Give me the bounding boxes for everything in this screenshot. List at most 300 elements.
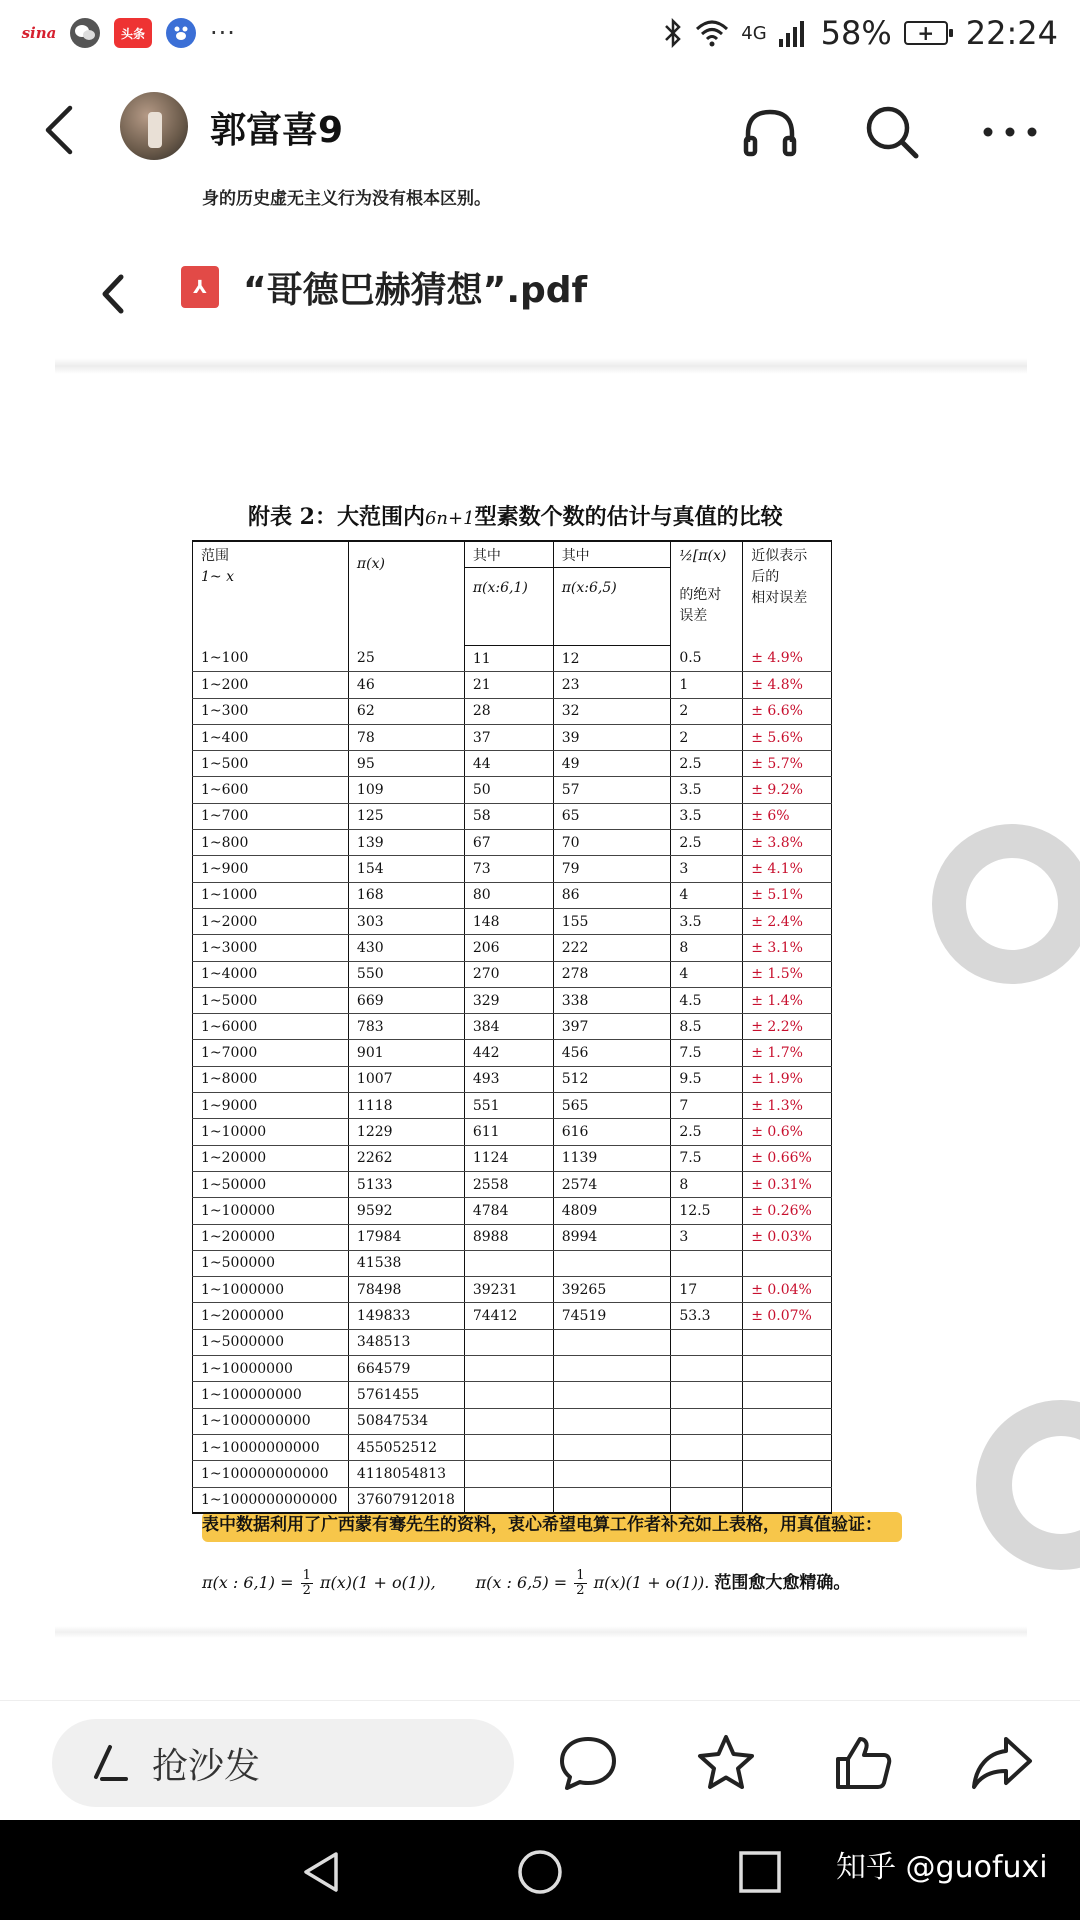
avatar[interactable]	[120, 92, 188, 160]
cell-rel-error: ± 4.1%	[743, 856, 832, 882]
cell-pi-6-5: 12	[553, 646, 671, 672]
cell-pi: 17984	[348, 1224, 464, 1250]
formula-2	[476, 1568, 851, 1598]
cell-pi: 1229	[348, 1119, 464, 1145]
cell-pi-6-5: 1139	[553, 1145, 671, 1171]
cell-pi-6-1: 39231	[464, 1277, 553, 1303]
cell-rel-error: ± 5.1%	[743, 882, 832, 908]
cell-rel-error	[743, 1329, 832, 1355]
formula-1-lhs: π(x : 6,1) =	[202, 1572, 294, 1592]
nav-home-icon[interactable]	[516, 1848, 564, 1896]
table-row	[193, 1250, 832, 1276]
cell-abs-error: 8	[671, 1171, 743, 1197]
cell-pi: 455052512	[348, 1434, 464, 1460]
cell-rel-error: ± 1.4%	[743, 987, 832, 1013]
table-title	[248, 500, 783, 531]
system-nav-bar	[0, 1820, 1080, 1920]
cell-rel-error: ± 4.9%	[743, 646, 832, 672]
table-row	[193, 908, 832, 934]
header-p5: π(x:6,5)	[553, 568, 671, 646]
cell-abs-error: 8.5	[671, 1014, 743, 1040]
cell-rel-error: ± 6.6%	[743, 698, 832, 724]
header-pi: π(x)	[348, 541, 464, 646]
cell-pi: 25	[348, 646, 464, 672]
cell-pi: 109	[348, 777, 464, 803]
cell-rel-error: ± 0.26%	[743, 1198, 832, 1224]
header-range	[193, 541, 349, 646]
table-row	[193, 1066, 832, 1092]
cell-range: 1~600	[193, 777, 349, 803]
cell-abs-error: 3.5	[671, 803, 743, 829]
cell-pi: 1007	[348, 1066, 464, 1092]
cell-pi-6-1: 74412	[464, 1303, 553, 1329]
cell-pi-6-5: 74519	[553, 1303, 671, 1329]
cell-pi-6-5: 512	[553, 1066, 671, 1092]
cell-rel-error: ± 2.2%	[743, 1014, 832, 1040]
cell-pi: 5133	[348, 1171, 464, 1197]
cell-pi-6-5: 79	[553, 856, 671, 882]
article-header	[0, 80, 1080, 180]
cell-pi-6-1: 44	[464, 751, 553, 777]
header-rel-error	[743, 541, 832, 646]
cell-abs-error	[671, 1434, 743, 1460]
table-row	[193, 1408, 832, 1434]
prime-count-table	[192, 540, 832, 1514]
table-row	[193, 1224, 832, 1250]
divider	[55, 1626, 1027, 1638]
cell-abs-error: 1	[671, 672, 743, 698]
cell-abs-error: 7.5	[671, 1040, 743, 1066]
cell-pi: 154	[348, 856, 464, 882]
cell-range: 1~700	[193, 803, 349, 829]
nav-back-icon[interactable]	[298, 1848, 346, 1896]
cell-pi-6-5: 23	[553, 672, 671, 698]
table-row	[193, 803, 832, 829]
cell-rel-error	[743, 1250, 832, 1276]
cell-abs-error: 2	[671, 724, 743, 750]
cell-pi-6-1: 148	[464, 908, 553, 934]
cell-pi: 149833	[348, 1303, 464, 1329]
header-range-sub: 1~ x	[201, 569, 234, 585]
cell-range: 1~9000	[193, 1093, 349, 1119]
cell-abs-error: 2.5	[671, 830, 743, 856]
cell-pi: 41538	[348, 1250, 464, 1276]
watermark: 知乎 @guofuxi	[836, 1850, 1048, 1885]
cell-pi: 783	[348, 1014, 464, 1040]
cell-pi-6-5: 39265	[553, 1277, 671, 1303]
search-icon[interactable]	[862, 102, 922, 162]
cell-pi-6-5: 2574	[553, 1171, 671, 1197]
cell-rel-error: ± 1.3%	[743, 1093, 832, 1119]
cell-pi-6-1	[464, 1382, 553, 1408]
cell-pi-6-1: 4784	[464, 1198, 553, 1224]
favorite-icon[interactable]	[694, 1731, 758, 1795]
article-snippet: 身的历史虚无主义行为没有根本区别。	[202, 189, 491, 209]
cell-range: 1~5000	[193, 987, 349, 1013]
cell-range: 1~100000000	[193, 1382, 349, 1408]
table-row	[193, 672, 832, 698]
table-row	[193, 1382, 832, 1408]
cell-pi: 50847534	[348, 1408, 464, 1434]
baidu-icon	[166, 18, 196, 48]
cell-pi: 46	[348, 672, 464, 698]
cell-pi-6-1: 80	[464, 882, 553, 908]
cell-range: 1~100000	[193, 1198, 349, 1224]
cell-pi-6-5	[553, 1250, 671, 1276]
fraction-num: 1	[302, 1567, 311, 1583]
cell-range: 1~5000000	[193, 1329, 349, 1355]
pen-icon	[88, 1741, 132, 1785]
cell-pi: 5761455	[348, 1382, 464, 1408]
cell-range: 1~500	[193, 751, 349, 777]
cell-rel-error: ± 0.66%	[743, 1145, 832, 1171]
cell-rel-error: ± 3.1%	[743, 935, 832, 961]
cell-pi-6-5: 8994	[553, 1224, 671, 1250]
cell-abs-error: 2.5	[671, 1119, 743, 1145]
cell-abs-error: 2	[671, 698, 743, 724]
cell-pi-6-1: 384	[464, 1014, 553, 1040]
cell-range: 1~1000000000	[193, 1408, 349, 1434]
cell-pi-6-1: 37	[464, 724, 553, 750]
table-row	[193, 987, 832, 1013]
cell-abs-error: 53.3	[671, 1303, 743, 1329]
headphones-icon[interactable]	[740, 102, 800, 162]
cell-pi-6-5: 32	[553, 698, 671, 724]
cell-pi-6-1	[464, 1487, 553, 1513]
cell-pi: 168	[348, 882, 464, 908]
cell-pi: 78498	[348, 1277, 464, 1303]
cell-pi-6-1: 1124	[464, 1145, 553, 1171]
table-row	[193, 1434, 832, 1460]
cell-pi: 550	[348, 961, 464, 987]
cell-pi-6-1: 270	[464, 961, 553, 987]
table-row	[193, 751, 832, 777]
cell-pi-6-5: 456	[553, 1040, 671, 1066]
header-abs-error	[671, 541, 743, 646]
fraction	[574, 1569, 586, 1598]
fraction-num: 1	[576, 1568, 585, 1583]
table-title-math: 6n+1	[424, 508, 475, 529]
cell-pi-6-5: 155	[553, 908, 671, 934]
cell-pi: 669	[348, 987, 464, 1013]
table-row	[193, 882, 832, 908]
signal-icon	[779, 19, 809, 47]
cell-range: 1~8000	[193, 1066, 349, 1092]
share-icon[interactable]	[970, 1731, 1034, 1795]
pdf-title[interactable]: “哥德巴赫猜想”.pdf	[243, 270, 588, 311]
cell-rel-error	[743, 1356, 832, 1382]
cell-range: 1~100	[193, 646, 349, 672]
cell-pi-6-1: 8988	[464, 1224, 553, 1250]
table-title-suffix: 型素数个数的估计与真值的比较	[474, 504, 783, 530]
cell-abs-error	[671, 1382, 743, 1408]
cell-pi-6-5: 70	[553, 830, 671, 856]
cell-range: 1~50000	[193, 1171, 349, 1197]
cell-pi: 430	[348, 935, 464, 961]
notification-icons	[22, 18, 236, 48]
cell-pi-6-1: 21	[464, 672, 553, 698]
cell-pi-6-5: 86	[553, 882, 671, 908]
cell-pi-6-5: 278	[553, 961, 671, 987]
cell-range: 1~10000000	[193, 1356, 349, 1382]
cell-pi-6-1	[464, 1434, 553, 1460]
table-row	[193, 1014, 832, 1040]
table-note: 表中数据利用了广西蒙有骞先生的资料，衷心希望电算工作者补充如上表格，用真值验证：	[202, 1515, 882, 1535]
cell-abs-error: 17	[671, 1277, 743, 1303]
cell-pi: 139	[348, 830, 464, 856]
cell-range: 1~2000	[193, 908, 349, 934]
pdf-file-icon: ⅄	[181, 266, 219, 308]
bluetooth-icon	[663, 18, 683, 48]
table-row	[193, 724, 832, 750]
header-rel-line3: 相对误差	[751, 590, 808, 606]
wifi-icon	[695, 19, 729, 47]
fraction	[301, 1569, 313, 1598]
cell-abs-error: 4.5	[671, 987, 743, 1013]
pdf-viewer-bar	[95, 258, 895, 330]
cell-rel-error: ± 0.31%	[743, 1171, 832, 1197]
cell-pi: 4118054813	[348, 1461, 464, 1487]
comment-icon[interactable]	[556, 1731, 620, 1795]
table-row	[193, 777, 832, 803]
divider	[55, 358, 1027, 374]
table-row	[193, 1145, 832, 1171]
cell-pi-6-5: 616	[553, 1119, 671, 1145]
cell-pi-6-5: 39	[553, 724, 671, 750]
cell-rel-error	[743, 1408, 832, 1434]
cell-range: 1~1000000000000	[193, 1487, 349, 1513]
cell-pi: 1118	[348, 1093, 464, 1119]
cell-range: 1~200000	[193, 1224, 349, 1250]
cell-range: 1~500000	[193, 1250, 349, 1276]
back-icon[interactable]	[38, 102, 84, 158]
cell-range: 1~10000	[193, 1119, 349, 1145]
cell-pi-6-5	[553, 1461, 671, 1487]
cell-range: 1~200	[193, 672, 349, 698]
header-abs-line2: 的绝对	[679, 587, 722, 603]
system-status	[663, 14, 1058, 52]
table-row	[193, 1461, 832, 1487]
more-notifications-icon: ···	[210, 19, 236, 47]
cell-pi-6-5: 4809	[553, 1198, 671, 1224]
cell-rel-error: ± 1.9%	[743, 1066, 832, 1092]
cell-abs-error: 3	[671, 1224, 743, 1250]
table-body	[193, 646, 832, 1514]
cell-pi-6-1: 611	[464, 1119, 553, 1145]
cell-abs-error: 12.5	[671, 1198, 743, 1224]
cell-pi-6-1	[464, 1250, 553, 1276]
status-bar	[0, 0, 1080, 66]
cell-pi-6-1: 67	[464, 830, 553, 856]
cell-range: 1~1000	[193, 882, 349, 908]
header-p1-top: 其中	[464, 541, 553, 568]
table-row	[193, 646, 832, 672]
cell-rel-error: ± 0.04%	[743, 1277, 832, 1303]
cell-pi-6-5: 565	[553, 1093, 671, 1119]
table-row	[193, 830, 832, 856]
cell-rel-error	[743, 1487, 832, 1513]
cell-range: 1~4000	[193, 961, 349, 987]
cell-range: 1~900	[193, 856, 349, 882]
cell-pi-6-1: 11	[464, 646, 553, 672]
cell-pi-6-5: 65	[553, 803, 671, 829]
cell-rel-error: ± 0.03%	[743, 1224, 832, 1250]
cell-rel-error	[743, 1382, 832, 1408]
formula-1	[202, 1569, 436, 1598]
cell-range: 1~800	[193, 830, 349, 856]
cell-pi-6-1: 73	[464, 856, 553, 882]
comment-input[interactable]	[52, 1719, 514, 1807]
cell-pi: 664579	[348, 1356, 464, 1382]
table-row	[193, 935, 832, 961]
header-p1: π(x:6,1)	[464, 568, 553, 646]
cell-abs-error: 4	[671, 882, 743, 908]
battery-percent: 58%	[820, 14, 892, 52]
cell-pi-6-5: 49	[553, 751, 671, 777]
comment-placeholder: 抢沙发	[152, 1745, 261, 1787]
cell-abs-error: 7.5	[671, 1145, 743, 1171]
cell-rel-error: ± 3.8%	[743, 830, 832, 856]
table-row	[193, 1171, 832, 1197]
cell-pi-6-1	[464, 1408, 553, 1434]
cell-pi-6-5	[553, 1329, 671, 1355]
header-rel-line2: 后的	[751, 569, 780, 585]
cell-pi-6-1	[464, 1329, 553, 1355]
cell-pi-6-1: 329	[464, 987, 553, 1013]
cell-rel-error: ± 0.07%	[743, 1303, 832, 1329]
like-icon[interactable]	[832, 1731, 896, 1795]
header-abs-line3: 误差	[679, 608, 708, 624]
cell-pi-6-1: 442	[464, 1040, 553, 1066]
fraction-den: 2	[576, 1583, 585, 1598]
formula-tail: 范围愈大愈精确。	[714, 1573, 851, 1593]
cell-abs-error	[671, 1356, 743, 1382]
more-icon[interactable]	[980, 102, 1040, 162]
cell-range: 1~300	[193, 698, 349, 724]
cell-pi-6-1: 28	[464, 698, 553, 724]
header-abs-line1: ½[π(x)	[679, 548, 727, 564]
table-row	[193, 1356, 832, 1382]
action-bar	[0, 1700, 1080, 1820]
cell-pi-6-5: 397	[553, 1014, 671, 1040]
table-row	[193, 1093, 832, 1119]
formula-1-rhs: π(x)(1 + o(1)),	[320, 1572, 436, 1592]
cell-pi-6-1: 206	[464, 935, 553, 961]
cell-range: 1~1000000	[193, 1277, 349, 1303]
cell-abs-error	[671, 1329, 743, 1355]
toutiao-icon: 头条	[114, 18, 152, 48]
cell-abs-error	[671, 1250, 743, 1276]
cell-pi-6-5: 57	[553, 777, 671, 803]
sina-weibo-icon: sina	[21, 24, 57, 42]
cell-pi: 901	[348, 1040, 464, 1066]
cell-abs-error: 2.5	[671, 751, 743, 777]
cell-abs-error: 7	[671, 1093, 743, 1119]
cell-pi-6-1: 551	[464, 1093, 553, 1119]
cell-pi-6-5	[553, 1487, 671, 1513]
cell-pi: 9592	[348, 1198, 464, 1224]
cell-pi-6-5: 338	[553, 987, 671, 1013]
cell-rel-error: ± 9.2%	[743, 777, 832, 803]
cell-pi-6-5	[553, 1382, 671, 1408]
table-row	[193, 1487, 832, 1513]
table-row	[193, 1198, 832, 1224]
cell-rel-error: ± 5.7%	[743, 751, 832, 777]
header-range-label: 范围	[201, 548, 229, 564]
cell-abs-error	[671, 1487, 743, 1513]
table-row	[193, 1329, 832, 1355]
table-row	[193, 698, 832, 724]
cell-pi-6-5	[553, 1434, 671, 1460]
pdf-back-icon[interactable]	[95, 269, 131, 319]
cell-pi: 125	[348, 803, 464, 829]
cell-abs-error: 8	[671, 935, 743, 961]
cell-range: 1~3000	[193, 935, 349, 961]
fraction-den: 2	[302, 1582, 311, 1598]
cell-rel-error	[743, 1434, 832, 1460]
cell-pi-6-5	[553, 1356, 671, 1382]
cell-rel-error: ± 1.7%	[743, 1040, 832, 1066]
nav-recents-icon[interactable]	[736, 1848, 784, 1896]
formula-line	[202, 1568, 850, 1598]
battery-icon: +	[904, 21, 948, 45]
cell-abs-error: 3.5	[671, 908, 743, 934]
cell-range: 1~6000	[193, 1014, 349, 1040]
cell-pi-6-1: 58	[464, 803, 553, 829]
cell-pi-6-1: 2558	[464, 1171, 553, 1197]
table-row	[193, 1119, 832, 1145]
cell-pi-6-1: 493	[464, 1066, 553, 1092]
cell-pi: 62	[348, 698, 464, 724]
wechat-icon	[70, 18, 100, 48]
cell-range: 1~100000000000	[193, 1461, 349, 1487]
cell-pi: 303	[348, 908, 464, 934]
cell-abs-error: 3.5	[671, 777, 743, 803]
cell-pi: 37607912018	[348, 1487, 464, 1513]
cell-pi-6-1: 50	[464, 777, 553, 803]
cell-abs-error	[671, 1408, 743, 1434]
table-title-prefix: 附表 2：大范围内	[248, 504, 425, 530]
cell-pi-6-1	[464, 1461, 553, 1487]
cell-rel-error: ± 0.6%	[743, 1119, 832, 1145]
cell-abs-error: 9.5	[671, 1066, 743, 1092]
formula-2-rhs: π(x)(1 + o(1)).	[593, 1573, 710, 1592]
cell-pi: 2262	[348, 1145, 464, 1171]
cell-abs-error: 0.5	[671, 646, 743, 672]
cell-abs-error	[671, 1461, 743, 1487]
table-row	[193, 856, 832, 882]
cell-rel-error: ± 1.5%	[743, 961, 832, 987]
cell-range: 1~20000	[193, 1145, 349, 1171]
table-row	[193, 1040, 832, 1066]
scroll-indicator-ring	[932, 824, 1080, 984]
cell-pi-6-5	[553, 1408, 671, 1434]
cell-pi: 78	[348, 724, 464, 750]
floating-action-ring[interactable]	[976, 1400, 1080, 1570]
table-row	[193, 961, 832, 987]
cell-pi-6-1	[464, 1356, 553, 1382]
table-row	[193, 1277, 832, 1303]
cell-range: 1~2000000	[193, 1303, 349, 1329]
formula-2-lhs: π(x : 6,5) =	[475, 1573, 568, 1592]
cell-rel-error	[743, 1461, 832, 1487]
header-rel-line1: 近似表示	[751, 548, 808, 564]
cell-abs-error: 3	[671, 856, 743, 882]
table-row	[193, 1303, 832, 1329]
cell-rel-error: ± 6%	[743, 803, 832, 829]
author-name[interactable]: 郭富喜9	[210, 110, 344, 151]
cell-rel-error: ± 5.6%	[743, 724, 832, 750]
